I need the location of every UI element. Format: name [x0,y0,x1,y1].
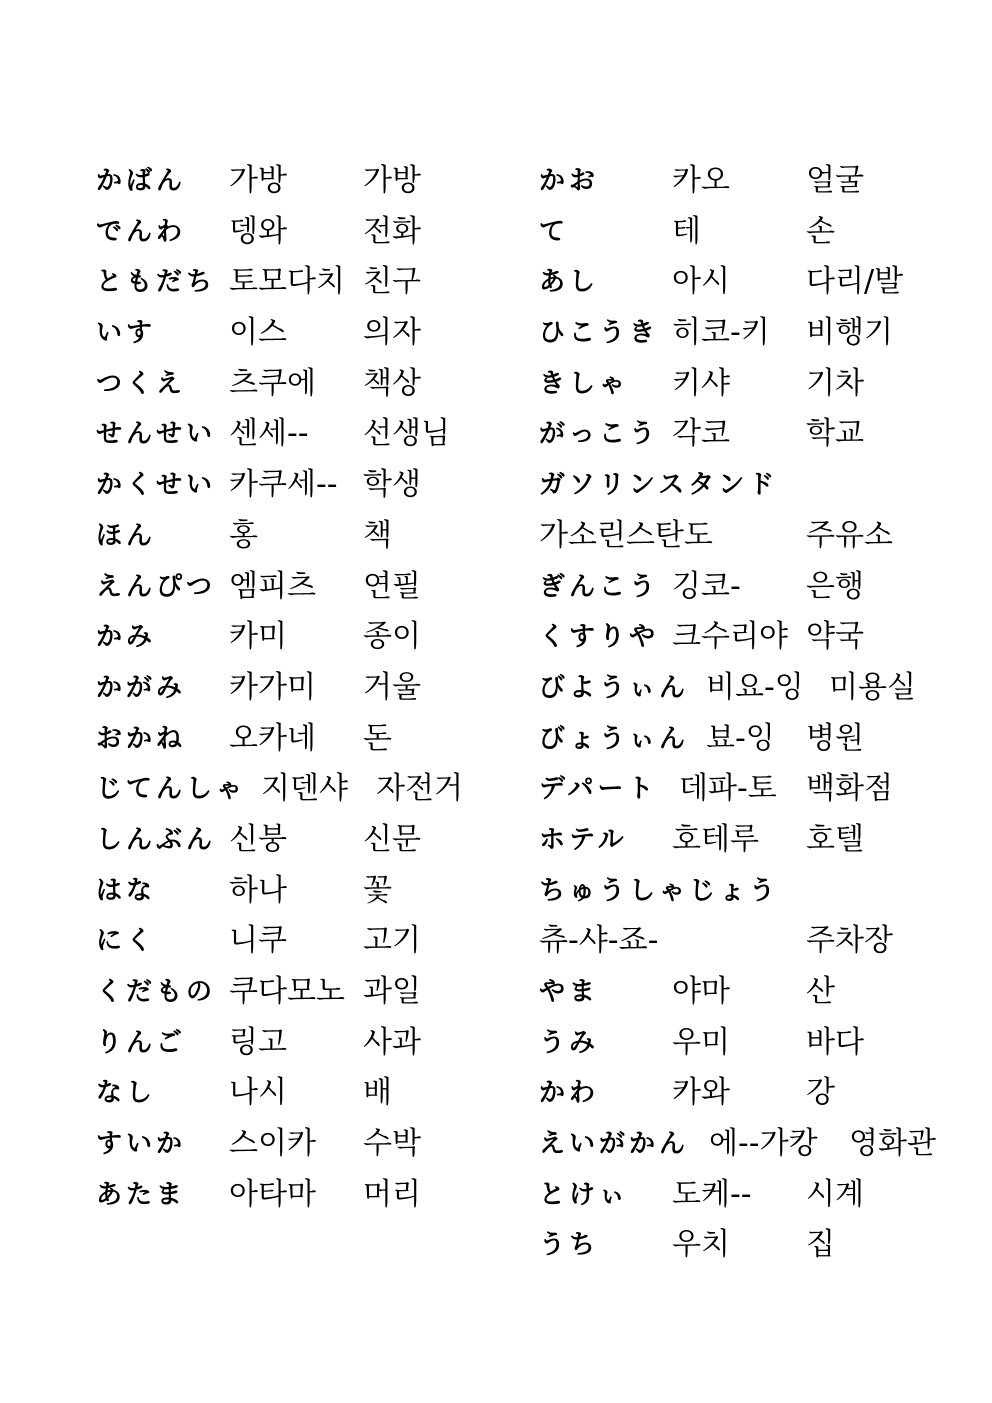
japanese-word: かばん [96,166,187,196]
japanese-word: すいか [96,1129,187,1160]
korean-pronunciation: 카미 [229,619,287,655]
vocab-row [539,409,959,460]
vocab-row [539,612,959,663]
vocab-row [96,156,516,207]
vocab-row [96,409,516,460]
japanese-word: ほん [96,520,157,551]
vocab-row [96,257,516,308]
right-vocab-column [539,156,959,1271]
korean-pronunciation: 니쿠 [229,923,287,959]
vocab-row [96,460,516,511]
korean-meaning: 백화점 [806,771,893,807]
korean-meaning: 학교 [806,416,864,452]
japanese-word: あし [539,267,600,298]
japanese-word: かみ [96,622,157,653]
korean-meaning: 가방 [363,163,421,198]
japanese-word: なし [96,1078,157,1109]
vocab-row [539,866,959,917]
japanese-word: ちゅうしゃじょう [539,875,780,906]
korean-pronunciation: 호테루 [672,821,759,857]
vocab-row [539,359,959,410]
korean-meaning: 미용실 [829,669,916,705]
vocab-row [96,1018,516,1069]
japanese-word: ガソリンスタンド [539,470,779,501]
korean-meaning: 선생님 [363,416,450,452]
japanese-word: ひこうき [539,318,660,349]
korean-meaning: 은행 [806,568,864,604]
korean-meaning: 책 [363,517,392,553]
korean-meaning: 주유소 [806,517,893,553]
korean-pronunciation: 깅코- [672,568,741,604]
japanese-word: て [539,216,570,247]
korean-meaning: 책상 [363,365,421,401]
korean-pronunciation: 야마 [672,974,730,1009]
korean-pronunciation: 가소린스탄도 [539,517,713,553]
korean-pronunciation: 이스 [229,315,287,351]
korean-pronunciation: 지덴샤 [261,771,348,807]
korean-pronunciation: 히코-키 [672,315,770,351]
korean-meaning: 강 [806,1075,835,1111]
korean-pronunciation: 링고 [229,1024,287,1060]
korean-pronunciation: 크수리야 [672,619,788,655]
vocab-row [539,967,959,1018]
korean-pronunciation: 뎅와 [229,213,287,249]
korean-meaning: 바다 [806,1024,864,1060]
vocab-row [96,967,516,1018]
vocab-row [96,612,516,663]
japanese-word: じてんしゃ [96,774,247,805]
korean-pronunciation: 엠피츠 [229,568,316,604]
left-vocab-column [96,156,516,1220]
korean-meaning: 손 [806,213,835,249]
korean-pronunciation: 아타마 [229,1176,316,1212]
vocab-row [96,207,516,258]
japanese-word: うち [539,1230,600,1261]
korean-meaning: 비행기 [806,315,893,351]
vocab-row [539,257,959,308]
korean-pronunciation: 도케-- [672,1176,752,1212]
japanese-word: えんぴつ [96,571,217,602]
vocab-row [96,359,516,410]
vocab-row [96,815,516,866]
japanese-word: くだもの [96,977,217,1007]
korean-meaning: 배 [363,1075,392,1111]
korean-pronunciation: 츄-샤-죠- [539,923,659,959]
vocab-row [539,1220,959,1271]
vocab-row [539,511,959,562]
japanese-word: ぎんこう [539,571,660,602]
korean-meaning: 꽃 [363,872,392,908]
vocab-row [539,663,959,714]
korean-meaning: 병원 [806,720,864,756]
korean-meaning: 종이 [363,619,421,655]
vocab-row [539,460,959,511]
vocab-row [96,1119,516,1170]
japanese-word: りんご [96,1027,187,1058]
korean-meaning: 집 [806,1227,835,1263]
korean-pronunciation: 키샤 [672,365,730,401]
korean-meaning: 시계 [806,1176,864,1212]
japanese-word: あたま [96,1179,187,1210]
vocab-row [96,663,516,714]
japanese-word: せんせい [96,419,217,450]
korean-pronunciation: 카와 [672,1075,730,1111]
japanese-word: つくえ [96,368,187,399]
vocab-row [96,1170,516,1221]
vocab-row [96,866,516,917]
vocab-row [539,815,959,866]
korean-meaning: 산 [806,974,835,1009]
japanese-word: きしゃ [539,368,630,399]
korean-pronunciation: 뵤-잉 [706,720,775,756]
korean-pronunciation: 츠쿠에 [229,365,316,401]
korean-pronunciation: 오카네 [229,720,316,756]
korean-pronunciation: 아시 [672,264,730,300]
korean-pronunciation: 쿠다모노 [229,974,345,1009]
vocab-row [96,714,516,765]
korean-pronunciation: 센세-- [229,416,309,452]
vocab-row [539,1018,959,1069]
korean-meaning: 신문 [363,821,421,857]
korean-meaning: 학생 [363,467,421,503]
japanese-word: えいがかん [539,1129,690,1160]
korean-pronunciation: 카쿠세-- [229,467,338,503]
japanese-word: いす [96,318,157,349]
vocab-row [539,714,959,765]
japanese-word: びようぃん [539,672,690,703]
korean-meaning: 영화관 [849,1126,936,1162]
japanese-word: かがみ [96,672,187,703]
korean-pronunciation: 홍 [229,517,258,553]
vocab-row [539,1068,959,1119]
korean-meaning: 다리/발 [806,264,904,300]
vocab-row [539,308,959,359]
vocab-row [539,1170,959,1221]
japanese-word: しんぶん [96,824,217,855]
korean-pronunciation: 스이카 [229,1126,316,1162]
vocab-row [96,764,516,815]
korean-pronunciation: 토모다치 [229,264,345,300]
korean-pronunciation: 우미 [672,1024,730,1060]
korean-meaning: 자전거 [376,771,463,807]
korean-meaning: 거울 [363,669,421,705]
japanese-word: うみ [539,1027,600,1058]
japanese-word: びょうぃん [539,723,690,754]
korean-meaning: 얼굴 [806,163,864,198]
japanese-word: おかね [96,723,187,754]
korean-meaning: 약국 [806,619,864,655]
japanese-word: かお [539,166,600,196]
korean-meaning: 돈 [363,720,392,756]
vocab-row [539,156,959,207]
korean-pronunciation: 테 [672,213,701,249]
vocab-row [96,308,516,359]
korean-pronunciation: 하나 [229,872,287,908]
vocab-row [539,916,959,967]
korean-pronunciation: 에--가캉 [709,1126,818,1162]
vocab-row [539,562,959,613]
korean-meaning: 호텔 [806,821,864,857]
korean-pronunciation: 가방 [229,163,287,198]
korean-meaning: 고기 [363,923,421,959]
vocab-row [96,511,516,562]
korean-pronunciation: 데파-토 [679,771,777,807]
vocab-row [539,207,959,258]
korean-meaning: 의자 [363,315,421,351]
japanese-word: とけぃ [539,1179,630,1210]
vocab-row [96,1068,516,1119]
vocab-row [539,764,959,815]
korean-meaning: 머리 [363,1176,421,1212]
japanese-word: かわ [539,1078,600,1109]
japanese-word: はな [96,875,157,906]
japanese-word: でんわ [96,216,187,247]
korean-pronunciation: 우치 [672,1227,730,1263]
korean-meaning: 친구 [363,264,421,300]
korean-meaning: 주차장 [806,923,893,959]
japanese-word: くすりや [539,622,660,653]
korean-pronunciation: 비요-잉 [706,669,804,705]
korean-meaning: 수박 [363,1126,421,1162]
korean-meaning: 연필 [363,568,421,604]
korean-pronunciation: 카오 [672,163,730,198]
korean-pronunciation: 나시 [229,1075,287,1111]
japanese-word: やま [539,977,600,1007]
korean-pronunciation: 카가미 [229,669,316,705]
japanese-word: デパート [539,774,658,805]
vocab-row [96,562,516,613]
vocab-row [96,916,516,967]
korean-meaning: 과일 [363,974,421,1009]
japanese-word: かくせい [96,470,217,501]
japanese-word: ホテル [539,824,628,855]
korean-meaning: 전화 [363,213,421,249]
korean-meaning: 사과 [363,1024,421,1060]
korean-pronunciation: 각코 [672,416,730,452]
japanese-word: ともだち [96,267,217,298]
japanese-word: がっこう [539,419,660,450]
vocab-row [539,1119,959,1170]
korean-meaning: 기차 [806,365,864,401]
korean-pronunciation: 신붕 [229,821,287,857]
japanese-word: にく [96,926,157,957]
